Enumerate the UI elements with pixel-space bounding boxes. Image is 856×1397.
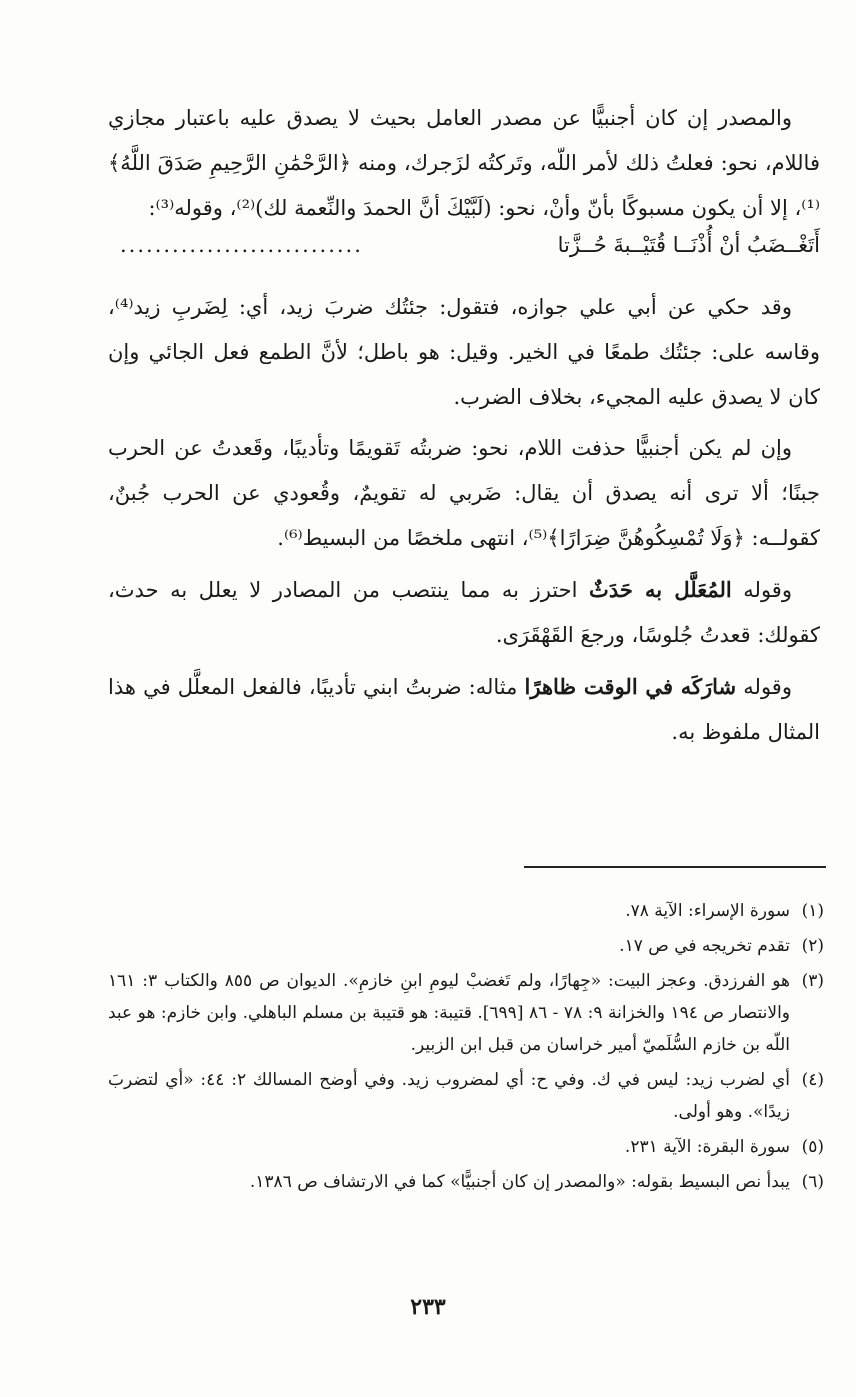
footnote-text: يبدأ نص البسيط بقوله: «والمصدر إن كان أجنبيًّا» كما في الارتشاف ص ١٣٨٦. bbox=[249, 1172, 790, 1192]
paragraph-3: وإن لم يكن أجنبيًّا حذفت اللام، نحو: ضربتُه تَقويمًا وتأديبًا، وقَعدتُ عن الحرب جبنًا؛ ألا ترى أنه يصدق أن يقال: ضَربي له تقويمٌ، وقُعودي عن الحرب جُبنٌ، كقولــه: ﴿وَلَا تُمْسِكُوهُنَّ ضِرَارًا﴾⁽⁵⁾، انتهى ملخصًا من البسيط⁽⁶⁾. bbox=[108, 436, 820, 550]
footnote-5 bbox=[108, 1131, 824, 1163]
main-text bbox=[108, 96, 820, 755]
poetry-verse bbox=[120, 227, 820, 263]
footnote-4 bbox=[108, 1064, 824, 1128]
footnote-1 bbox=[108, 895, 824, 927]
paragraph-2: وقد حكي عن أبي علي جوازه، فتقول: جئتُك ضربَ زيد، أي: لِضَربِ زيد⁽⁴⁾، وقاسه على: جئتُك طمعًا في الخير. وقيل: هو باطل؛ لأنَّ الطمع فعل الجائي وإن كان لا يصدق عليه المجيء، بخلاف الضرب. bbox=[108, 295, 820, 409]
footnote-text: سورة البقرة: الآية ٢٣١. bbox=[624, 1137, 790, 1157]
footnote-3 bbox=[108, 965, 824, 1061]
footnote-separator bbox=[524, 866, 826, 868]
footnote-2 bbox=[108, 930, 824, 962]
footnote-number: (٣) bbox=[801, 971, 824, 991]
verse-first-hemistich: أَتَغْــضَبُ أنْ أُذْنَــا قُتَيْــبةَ حُــزَّتا bbox=[557, 233, 820, 257]
footnote-text: تقدم تخريجه في ص ١٧. bbox=[619, 936, 790, 956]
footnote-text: هو الفرزدق. وعجز البيت: «جِهارًا، ولم تَغضبْ ليومِ ابنِ خازمِ». الديوان ص ٨٥٥ والكتاب ٣: ١٦١ والانتصار ص ١٩٤ والخزانة ٩: ٧٨ - ٨٦ [٦٩٩]. قتيبة: هو قتيبة بن مسلم الباهلي. وابن خازم: هو عبد اللّه بن خازم السُّلَميّ أمير خراسان من قبل ابن الزبير. bbox=[108, 971, 791, 1055]
footnotes bbox=[108, 895, 824, 1201]
footnote-text: سورة الإسراء: الآية ٧٨. bbox=[625, 901, 790, 921]
paragraph-4-rest: احترز به مما ينتصب من المصادر لا يعلل به حدث، كقولك: قعدتُ جُلوسًا، ورجعَ القَهْقَرَى. bbox=[108, 578, 820, 647]
paragraph-4-start: وقوله bbox=[731, 578, 792, 602]
footnote-number: (٥) bbox=[801, 1137, 824, 1157]
paragraph-5-term: شارَكَه في الوقت ظاهرًا bbox=[524, 674, 737, 699]
paragraph-1: والمصدر إن كان أجنبيًّا عن مصدر العامل بحيث لا يصدق عليه باعتبار مجازي فاللام، نحو: فعلتُ ذلك لأمر اللّه، وتَركتُه لزَجرك، ومنه ﴿الرَّحْمَٰنِ الرَّحِيمِ صَدَقَ اللَّهُ﴾⁽¹⁾، إلا أن يكون مسبوكًا بأنّ وأنْ، نحو: (لَبَّيْكَ أنَّ الحمدَ والنِّعمة لك)⁽²⁾، وقوله⁽³⁾: bbox=[108, 106, 820, 220]
page-number: ٢٣٣ bbox=[410, 1294, 446, 1320]
paragraph-5-start: وقوله bbox=[736, 675, 792, 699]
footnote-number: (١) bbox=[801, 901, 824, 921]
footnote-text: أي لضرب زيد: ليس في ك. وفي ح: أي لمضروب زيد. وفي أوضح المسالك ٢: ٤٤: «أي لتضربَ زيدًا». وهو أولى. bbox=[108, 1070, 790, 1122]
footnote-6 bbox=[108, 1166, 824, 1198]
footnote-number: (٦) bbox=[801, 1172, 824, 1192]
paragraph-4-term: المُعَلَّل به حَدَثٌ bbox=[589, 577, 732, 602]
paragraph-5 bbox=[108, 664, 820, 755]
footnote-number: (٤) bbox=[801, 1070, 824, 1090]
paragraph-4 bbox=[108, 567, 820, 658]
paragraph-5-rest: مثاله: ضربتُ ابني تأديبًا، فالفعل المعلَّل في هذا المثال ملفوظ به. bbox=[108, 675, 820, 744]
verse-omitted-hemistich: ............................ bbox=[120, 233, 363, 257]
footnote-number: (٢) bbox=[801, 936, 824, 956]
